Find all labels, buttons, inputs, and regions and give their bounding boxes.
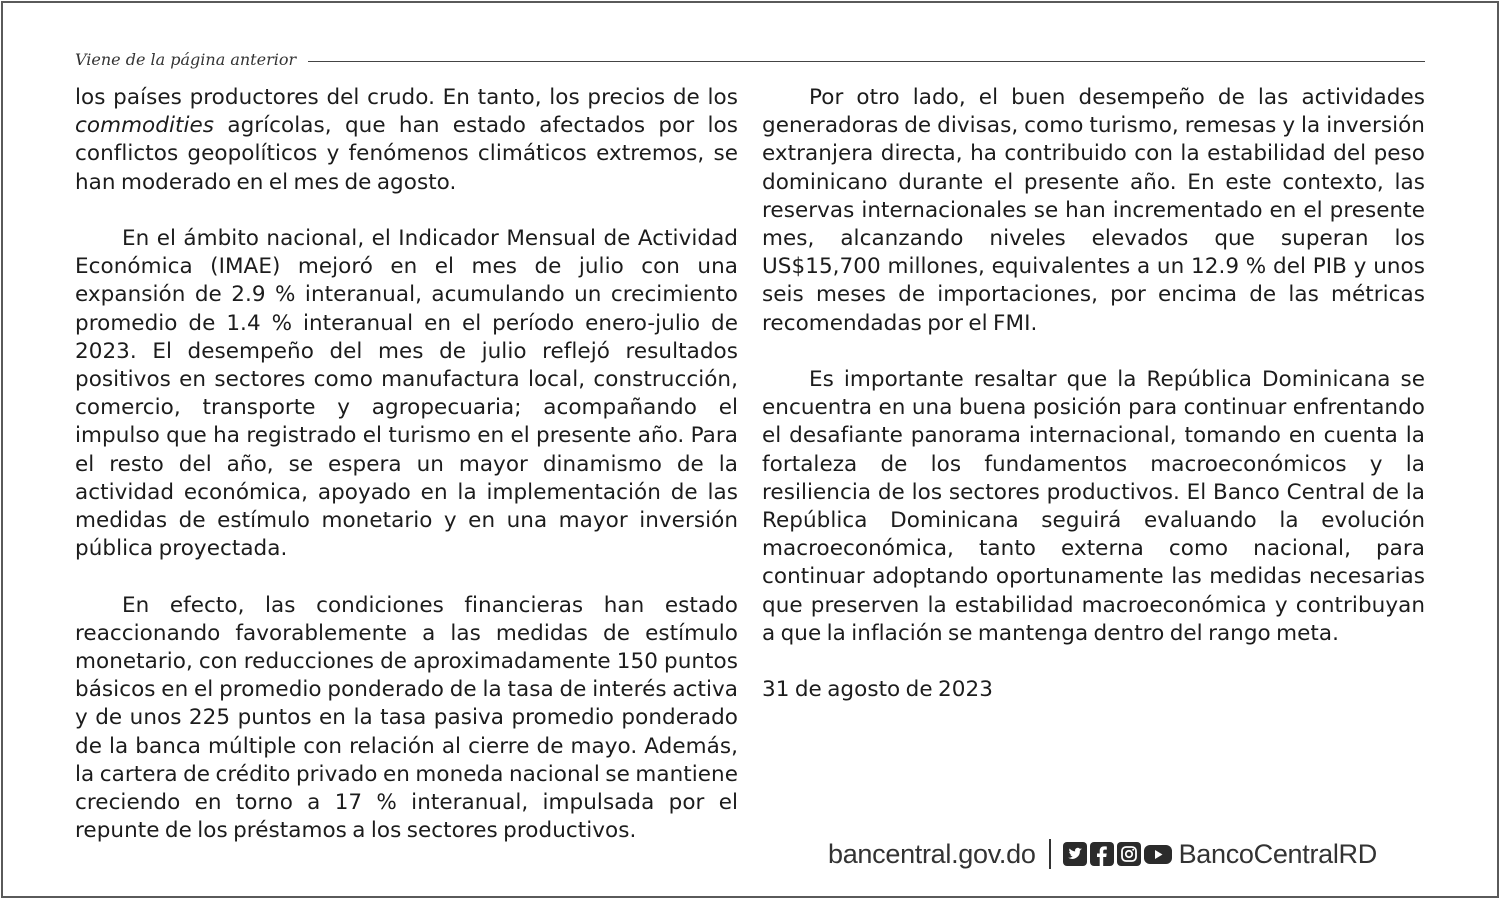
right-column xyxy=(762,84,1425,733)
continued-from-previous-page: Viene de la página anterior xyxy=(75,49,297,69)
commodities-term: commodities xyxy=(75,113,215,139)
paragraph-outlook: Es importante resaltar que la República Dominicana se encuentra en una buena posición para continuar enfrentando el desafiante panorama internacional, tomando en cuenta la fortaleza de los fundamentos macroeconómicos y la resiliencia de los sectores productivos. El Banco Central de la República Dominicana seguirá evaluando la evolución macroeconómica, tanto externa como nacional, para continuar adoptando oportunamente las medidas necesarias que preserven la estabilidad macroeconómica y contribuyan a que la inflación se mantenga dentro del rango meta. xyxy=(762,367,1425,646)
publication-date: 31 de agosto de 2023 xyxy=(762,677,993,703)
facebook-icon[interactable] xyxy=(1090,842,1114,866)
twitter-icon[interactable] xyxy=(1063,842,1087,866)
paragraph-financial-conditions: En efecto, las condiciones financieras han estado reaccionando favorablemente a las medidas de estímulo monetario, con reducciones de aproximadamente 150 puntos básicos en el promedio ponderado de la tasa de interés activa y de unos 225 puntos en la tasa pasiva promedio ponderado de la banca múltiple con relación al cierre de mayo. Además, la cartera de crédito privado en moneda nacional se mantiene creciendo en torno a 17 % interanual, impulsada por el repunte de los préstamos a los sectores productivos. xyxy=(75,592,738,844)
continuation-header xyxy=(75,48,1425,70)
paragraph-reserves: Por otro lado, el buen desempeño de las actividades generadoras de divisas, como turismo, remesas y la inversión extranjera directa, ha contribuido con la estabilidad del peso dominicano durante el presente año. En este contexto, las reservas internacionales se han incrementado en el presente mes, alcanzando niveles elevados que superan los US$15,700 millones, equivalentes a un 12.9 % del PIB y unos seis meses de importaciones, por encima de las métricas recomendadas por el FMI. xyxy=(762,85,1425,336)
footer xyxy=(828,837,1377,871)
social-icons xyxy=(1063,842,1172,866)
paragraph-commodities: los países productores del crudo. En tanto, los precios de los commodities agrícolas, que han estado afectados por los conflictos geopolíticos y fenómenos climáticos extremos, se han moderado en el mes de agosto. xyxy=(75,85,738,195)
left-column xyxy=(75,84,738,874)
youtube-icon[interactable] xyxy=(1144,842,1172,866)
social-handle[interactable]: BancoCentralRD xyxy=(1178,838,1377,869)
footer-separator xyxy=(1049,839,1051,869)
header-rule xyxy=(308,61,1425,62)
instagram-icon[interactable] xyxy=(1117,842,1141,866)
paragraph-imae: En el ámbito nacional, el Indicador Mensual de Actividad Económica (IMAE) mejoró en el mes de julio con una expansión de 2.9 % interanual, acumulando un crecimiento promedio de 1.4 % interanual en el período enero-julio de 2023. El desempeño del mes de julio reflejó resultados positivos en sectores como manufactura local, construcción, comercio, transporte y agropecuaria; acompañando el impulso que ha registrado el turismo en el presente año. Para el resto del año, se espera un mayor dinamismo de la actividad económica, apoyado en la implementación de las medidas de estímulo monetario y en una mayor inversión pública proyectada. xyxy=(75,226,738,562)
website-link[interactable]: bancentral.gov.do xyxy=(828,838,1036,869)
